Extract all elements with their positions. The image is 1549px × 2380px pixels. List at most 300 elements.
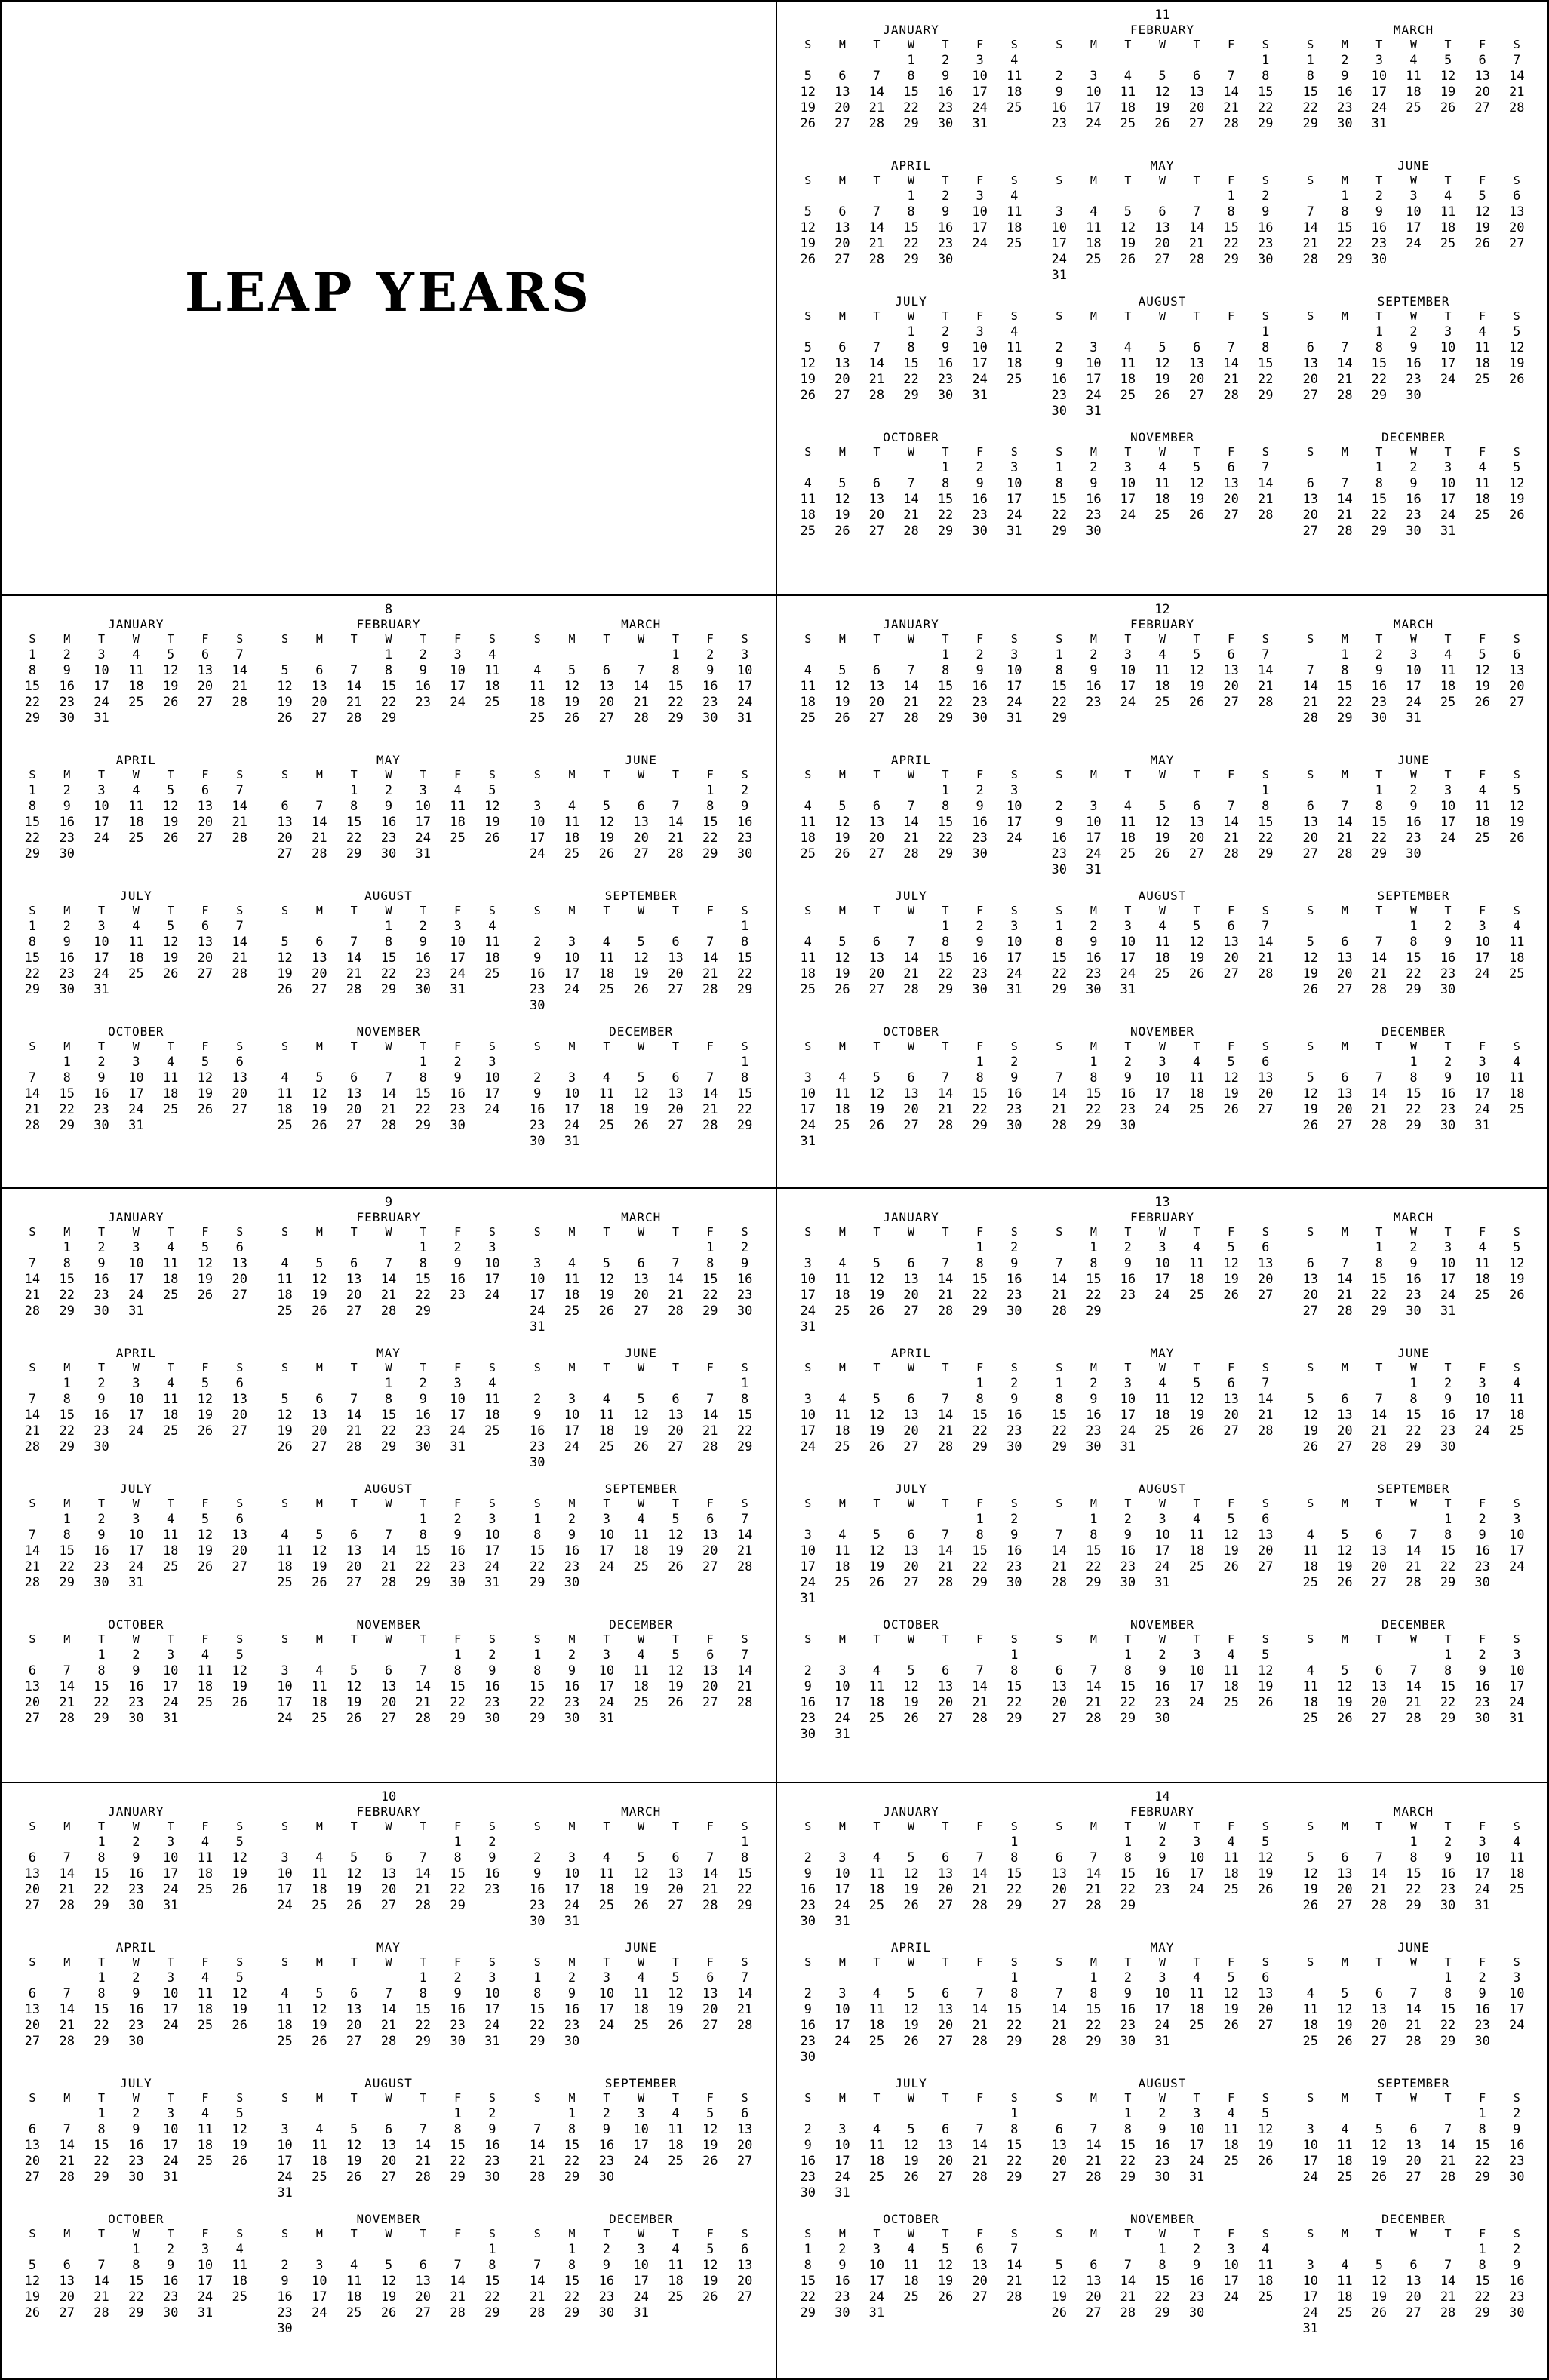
day-cell: 16: [128, 1866, 144, 1881]
day-cell: 8: [1090, 1528, 1098, 1543]
weekday-label: S: [488, 2091, 496, 2105]
day-cell: 19: [598, 1288, 615, 1303]
day-cell: 21: [972, 2154, 988, 2169]
day-cell: 11: [1188, 1256, 1205, 1271]
weekday-label: W: [1409, 174, 1417, 187]
day-cell: 7: [1262, 919, 1270, 934]
day-cell: 16: [1051, 372, 1068, 387]
day-cell: 28: [94, 2305, 109, 2320]
day-cell: 5: [804, 69, 812, 84]
weekday-label: T: [1444, 1040, 1452, 1053]
day-cell: 14: [24, 1543, 41, 1559]
day-cell: [825, 783, 860, 799]
day-cell: 29: [529, 2034, 546, 2049]
day-cell: [589, 1319, 624, 1335]
weekday-label: S: [533, 1361, 541, 1374]
day-cell: 3: [1123, 460, 1133, 475]
day-cell: 7: [1409, 1663, 1418, 1678]
day-cell: 28: [1337, 846, 1353, 861]
day-cell: 29: [1051, 711, 1068, 726]
week-row: [15, 726, 257, 742]
day-cell: [1328, 404, 1363, 419]
week-row: [1293, 69, 1534, 84]
day-cell: [1145, 1304, 1180, 1319]
day-cell: 11: [197, 1663, 214, 1678]
day-cell: 25: [1508, 1423, 1525, 1439]
weekday-label: F: [976, 1820, 984, 1833]
day-cell: 7: [350, 663, 358, 678]
day-cell: 5: [1513, 460, 1521, 475]
day-cell: 25: [564, 846, 580, 861]
day-cell: 25: [529, 711, 546, 726]
day-cell: 31: [415, 846, 432, 861]
week-row: [268, 1455, 510, 1471]
day-cell: [1465, 524, 1500, 539]
day-cell: 6: [235, 1240, 244, 1255]
weekday-label: T: [1124, 1955, 1132, 1969]
week-row: [791, 1376, 1031, 1392]
day-cell: 1: [419, 1970, 427, 1985]
day-cell: [337, 1835, 371, 1850]
day-cell: [1145, 783, 1180, 799]
day-cell: 25: [668, 2289, 684, 2305]
day-cell: 15: [346, 815, 362, 830]
day-cell: [1077, 998, 1111, 1014]
day-cell: 25: [903, 2289, 919, 2305]
day-cell: 6: [1306, 476, 1314, 491]
day-cell: 26: [380, 2305, 397, 2320]
weekday-label: W: [1158, 632, 1166, 646]
calendar-panel-13: [776, 1187, 1549, 1783]
day-cell: 31: [450, 1439, 466, 1454]
day-cell: 14: [24, 1408, 41, 1423]
day-cell: [223, 1118, 257, 1134]
day-cell: 23: [484, 2154, 500, 2169]
day-cell: 22: [380, 1423, 397, 1439]
month-name: NOVEMBER: [1129, 2212, 1195, 2226]
day-cell: 12: [346, 1679, 362, 1694]
day-cell: 27: [868, 524, 885, 539]
day-cell: [1042, 1055, 1077, 1070]
weekday-label: T: [942, 1820, 949, 1833]
week-row: [15, 1392, 257, 1408]
day-cell: 15: [1120, 1679, 1136, 1694]
day-cell: [555, 2185, 589, 2201]
day-cell: 20: [197, 950, 214, 966]
day-cell: [693, 2185, 727, 2201]
day-cell: [15, 1648, 50, 1663]
day-cell: 11: [450, 799, 466, 814]
day-cell: [624, 2034, 659, 2050]
day-cell: 14: [736, 1663, 753, 1678]
day-cell: 2: [567, 1648, 576, 1663]
day-cell: [825, 1970, 860, 1986]
day-cell: [589, 647, 624, 663]
day-cell: 2: [533, 1392, 542, 1407]
month-name: APRIL: [115, 1940, 156, 1955]
weekday-label: F: [201, 1361, 209, 1374]
day-cell: [1145, 189, 1180, 204]
day-cell: [15, 1914, 50, 1930]
day-cell: 7: [1055, 1256, 1063, 1271]
day-cell: 10: [800, 1272, 816, 1287]
day-cell: [1431, 1914, 1465, 1930]
day-cell: 9: [941, 204, 950, 220]
day-cell: 12: [800, 356, 816, 371]
day-cell: 6: [872, 476, 881, 491]
day-cell: 23: [1086, 966, 1102, 981]
weekday-label: S: [741, 2227, 748, 2240]
day-cell: 4: [672, 2242, 680, 2257]
day-cell: [1328, 324, 1363, 340]
day-cell: 2: [1090, 647, 1098, 662]
weekday-header: [520, 1224, 762, 1240]
day-cell: [302, 862, 337, 878]
day-cell: 13: [937, 1679, 954, 1694]
week-row: [268, 663, 510, 679]
day-cell: 14: [736, 1986, 753, 2001]
day-cell: 23: [450, 1102, 466, 1117]
day-cell: 28: [937, 1439, 954, 1454]
day-cell: 24: [800, 1118, 816, 1133]
weekday-label: S: [1010, 1955, 1018, 1969]
day-cell: 26: [1154, 116, 1170, 131]
day-cell: [188, 1439, 223, 1455]
week-row: [520, 1898, 762, 1914]
day-cell: [928, 1055, 963, 1070]
day-cell: [1042, 1240, 1077, 1256]
day-cell: 13: [903, 1272, 919, 1287]
day-cell: 6: [1306, 1256, 1314, 1271]
day-cell: 12: [868, 1543, 885, 1559]
month-block: [791, 23, 1031, 148]
day-cell: [15, 1134, 50, 1150]
day-cell: 17: [598, 2002, 615, 2017]
day-cell: 17: [484, 1543, 500, 1559]
weekday-label: S: [1010, 1361, 1018, 1374]
day-cell: 9: [1010, 1070, 1019, 1086]
day-cell: 12: [633, 950, 649, 966]
week-row: [1042, 476, 1283, 492]
day-cell: 29: [1371, 524, 1388, 539]
day-cell: 3: [602, 1970, 610, 1985]
weekday-label: T: [603, 1225, 610, 1239]
day-cell: 15: [1406, 1086, 1421, 1101]
week-row: [268, 1914, 510, 1930]
day-cell: 9: [804, 1866, 812, 1881]
weekday-label: W: [1409, 309, 1417, 323]
day-cell: [727, 1575, 762, 1591]
day-cell: 12: [1223, 1070, 1239, 1086]
weekday-label: S: [1262, 445, 1269, 459]
weekday-label: F: [1479, 445, 1486, 459]
weekday-label: T: [420, 768, 427, 782]
weekday-label: M: [1341, 38, 1348, 51]
day-cell: 9: [132, 1850, 140, 1866]
day-cell: 1: [533, 1648, 542, 1663]
day-cell: 16: [128, 2138, 144, 2153]
day-cell: [928, 1134, 963, 1150]
weekday-header: [791, 444, 1031, 460]
day-cell: 21: [1223, 100, 1239, 115]
weekday-label: F: [1228, 904, 1235, 917]
day-cell: [693, 998, 727, 1014]
week-row: [520, 966, 762, 982]
day-cell: [1499, 252, 1534, 268]
week-row: [1042, 1866, 1283, 1882]
weekday-label: T: [873, 174, 881, 187]
day-cell: 26: [197, 1288, 214, 1303]
week-row: [1042, 100, 1283, 116]
day-cell: 17: [800, 1288, 816, 1303]
day-cell: [15, 1835, 50, 1850]
day-cell: [1293, 1240, 1328, 1256]
weekday-label: S: [281, 1632, 289, 1646]
day-cell: 17: [128, 1543, 144, 1559]
weekday-label: T: [98, 2091, 106, 2105]
day-cell: [859, 1319, 894, 1335]
day-cell: 11: [598, 1086, 615, 1101]
day-cell: 31: [598, 1711, 615, 1726]
day-cell: 7: [235, 783, 244, 798]
day-cell: 27: [668, 982, 684, 997]
day-cell: 27: [668, 1118, 684, 1133]
day-cell: 4: [567, 1256, 576, 1271]
day-cell: 28: [1337, 1304, 1353, 1319]
month-name: FEBRUARY: [1129, 1210, 1195, 1224]
day-cell: 5: [1513, 324, 1521, 339]
day-cell: [963, 268, 997, 284]
day-cell: 11: [633, 1663, 649, 1678]
day-cell: 19: [800, 100, 816, 115]
day-cell: 26: [1371, 2305, 1388, 2320]
day-cell: [624, 1727, 659, 1743]
day-cell: 22: [450, 1882, 466, 1897]
day-cell: 18: [1406, 84, 1421, 100]
day-cell: 3: [1478, 1055, 1486, 1070]
day-cell: 21: [380, 2018, 397, 2033]
day-cell: [928, 1727, 963, 1743]
day-cell: 13: [312, 679, 327, 694]
day-cell: [153, 2185, 188, 2201]
week-row: [268, 2034, 510, 2050]
week-row: [520, 2034, 762, 2050]
day-cell: 10: [162, 1663, 179, 1678]
weekday-label: W: [638, 1820, 645, 1833]
day-cell: 30: [59, 846, 75, 861]
day-cell: [693, 1455, 727, 1471]
day-cell: 26: [903, 1711, 919, 1726]
month-name: JUNE: [625, 1346, 657, 1360]
week-row: [15, 2321, 257, 2337]
weekday-label: S: [1010, 174, 1018, 187]
day-cell: [223, 982, 257, 998]
day-cell: [15, 1455, 50, 1471]
week-row: [1042, 1376, 1283, 1392]
day-cell: 12: [1337, 1543, 1353, 1559]
day-cell: 5: [1227, 1970, 1235, 1985]
day-cell: [371, 2050, 406, 2065]
weekday-label: M: [315, 1361, 323, 1374]
day-cell: 9: [63, 663, 71, 678]
day-cell: 14: [668, 1272, 684, 1287]
day-cell: 26: [1223, 1288, 1239, 1303]
day-cell: 3: [637, 2242, 645, 2257]
day-cell: 21: [1223, 831, 1239, 846]
day-cell: 30: [800, 2050, 816, 2065]
day-cell: 24: [277, 1711, 293, 1726]
day-cell: 27: [903, 1304, 919, 1319]
day-cell: 16: [484, 2138, 500, 2153]
day-cell: [859, 1455, 894, 1471]
day-cell: 16: [1257, 220, 1274, 235]
day-cell: 12: [1371, 2274, 1388, 2289]
day-cell: 20: [1223, 1408, 1239, 1423]
weekday-label: S: [804, 768, 812, 782]
day-cell: 4: [281, 1256, 289, 1271]
day-cell: 13: [868, 492, 885, 507]
day-cell: [1179, 1711, 1214, 1727]
weekday-label: F: [706, 1040, 714, 1053]
day-cell: 22: [800, 2289, 816, 2305]
calendar-number: 8: [384, 602, 393, 617]
day-cell: 29: [59, 1118, 75, 1133]
day-cell: 23: [598, 2154, 615, 2169]
day-cell: 10: [972, 204, 988, 220]
day-cell: 7: [1090, 1850, 1098, 1866]
week-row: [1042, 268, 1283, 284]
day-cell: 19: [346, 1695, 362, 1710]
day-cell: [928, 2305, 963, 2321]
week-row: [520, 1423, 762, 1439]
day-cell: 5: [907, 1663, 915, 1678]
day-cell: 25: [128, 695, 144, 710]
weekday-label: S: [1307, 1225, 1314, 1239]
day-cell: 4: [488, 647, 496, 662]
day-cell: 24: [1120, 966, 1136, 981]
day-cell: [1179, 711, 1214, 726]
week-row: [791, 1134, 1031, 1150]
day-cell: 16: [128, 1679, 144, 1694]
day-cell: 16: [972, 679, 988, 694]
day-cell: 22: [937, 831, 954, 846]
weekday-label: M: [1341, 174, 1348, 187]
day-cell: 24: [1440, 1288, 1456, 1303]
day-cell: [1397, 1591, 1431, 1607]
day-cell: [555, 1055, 589, 1070]
day-cell: [1499, 726, 1534, 742]
day-cell: 12: [903, 2138, 919, 2153]
day-cell: 6: [1375, 1986, 1384, 2001]
weekday-label: T: [98, 1632, 106, 1646]
day-cell: 4: [1478, 460, 1486, 475]
day-cell: [1077, 1455, 1111, 1471]
month-name: SEPTEMBER: [1377, 294, 1450, 309]
day-cell: [928, 2050, 963, 2065]
day-cell: 18: [1508, 1408, 1525, 1423]
day-cell: 7: [1262, 1376, 1270, 1391]
month-name: FEBRUARY: [1129, 617, 1195, 631]
day-cell: 29: [1120, 1711, 1136, 1726]
day-cell: 30: [1120, 1118, 1136, 1133]
day-cell: 1: [1123, 1648, 1133, 1663]
day-cell: 1: [1375, 783, 1384, 798]
weekday-label: W: [907, 904, 914, 917]
month-name: OCTOBER: [108, 1024, 164, 1039]
month-name: APRIL: [890, 158, 932, 173]
day-cell: 30: [1120, 1575, 1136, 1590]
week-row: [268, 862, 510, 878]
week-row: [520, 998, 762, 1014]
day-cell: 13: [1223, 476, 1239, 491]
day-cell: 18: [484, 1408, 500, 1423]
day-cell: [520, 1055, 555, 1070]
day-cell: 19: [702, 2274, 718, 2289]
day-cell: [1077, 1591, 1111, 1607]
day-cell: [1214, 2185, 1249, 2201]
day-cell: 19: [800, 372, 816, 387]
weekday-label: W: [385, 1040, 392, 1053]
day-cell: 18: [277, 1288, 293, 1303]
week-row: [520, 1376, 762, 1392]
day-cell: [589, 726, 624, 742]
month-name: OCTOBER: [108, 1617, 164, 1632]
day-cell: [928, 1648, 963, 1663]
week-row: [1042, 679, 1283, 695]
week-row: [15, 919, 257, 935]
weekday-label: T: [1375, 632, 1383, 646]
day-cell: [1397, 132, 1431, 148]
day-cell: 7: [941, 1256, 950, 1271]
day-cell: 5: [1192, 919, 1201, 934]
week-row: [520, 1663, 762, 1679]
weekday-label: T: [1124, 445, 1132, 459]
day-cell: [223, 1304, 257, 1319]
weekday-header: [791, 37, 1031, 53]
weekday-label: T: [1193, 1820, 1200, 1833]
week-row: [520, 935, 762, 950]
day-cell: 13: [1337, 1866, 1353, 1881]
day-cell: 10: [564, 950, 580, 966]
month-grid: [15, 1804, 762, 2337]
day-cell: 23: [1406, 831, 1421, 846]
day-cell: [659, 919, 693, 935]
day-cell: 13: [1257, 1070, 1274, 1086]
day-cell: 4: [1409, 53, 1418, 68]
weekday-label: T: [1193, 768, 1200, 782]
weekday-label: M: [315, 768, 323, 782]
day-cell: 8: [97, 2122, 106, 2137]
day-cell: 8: [672, 663, 680, 678]
weekday-label: W: [132, 1225, 140, 1239]
day-cell: 17: [564, 1102, 580, 1117]
day-cell: [894, 862, 929, 878]
day-cell: 9: [1341, 69, 1349, 84]
day-cell: 6: [941, 1850, 950, 1866]
weekday-label: M: [63, 632, 71, 646]
day-cell: 15: [1051, 1408, 1068, 1423]
day-cell: 17: [1474, 1408, 1490, 1423]
day-cell: 10: [1154, 1986, 1170, 2001]
week-row: [520, 1240, 762, 1256]
day-cell: 26: [1508, 508, 1525, 523]
day-cell: [825, 1134, 860, 1150]
day-cell: [624, 1575, 659, 1591]
day-cell: 11: [128, 663, 144, 678]
weekday-label: F: [1228, 1225, 1235, 1239]
day-cell: 3: [872, 2242, 881, 2257]
day-cell: 29: [94, 2170, 109, 2185]
